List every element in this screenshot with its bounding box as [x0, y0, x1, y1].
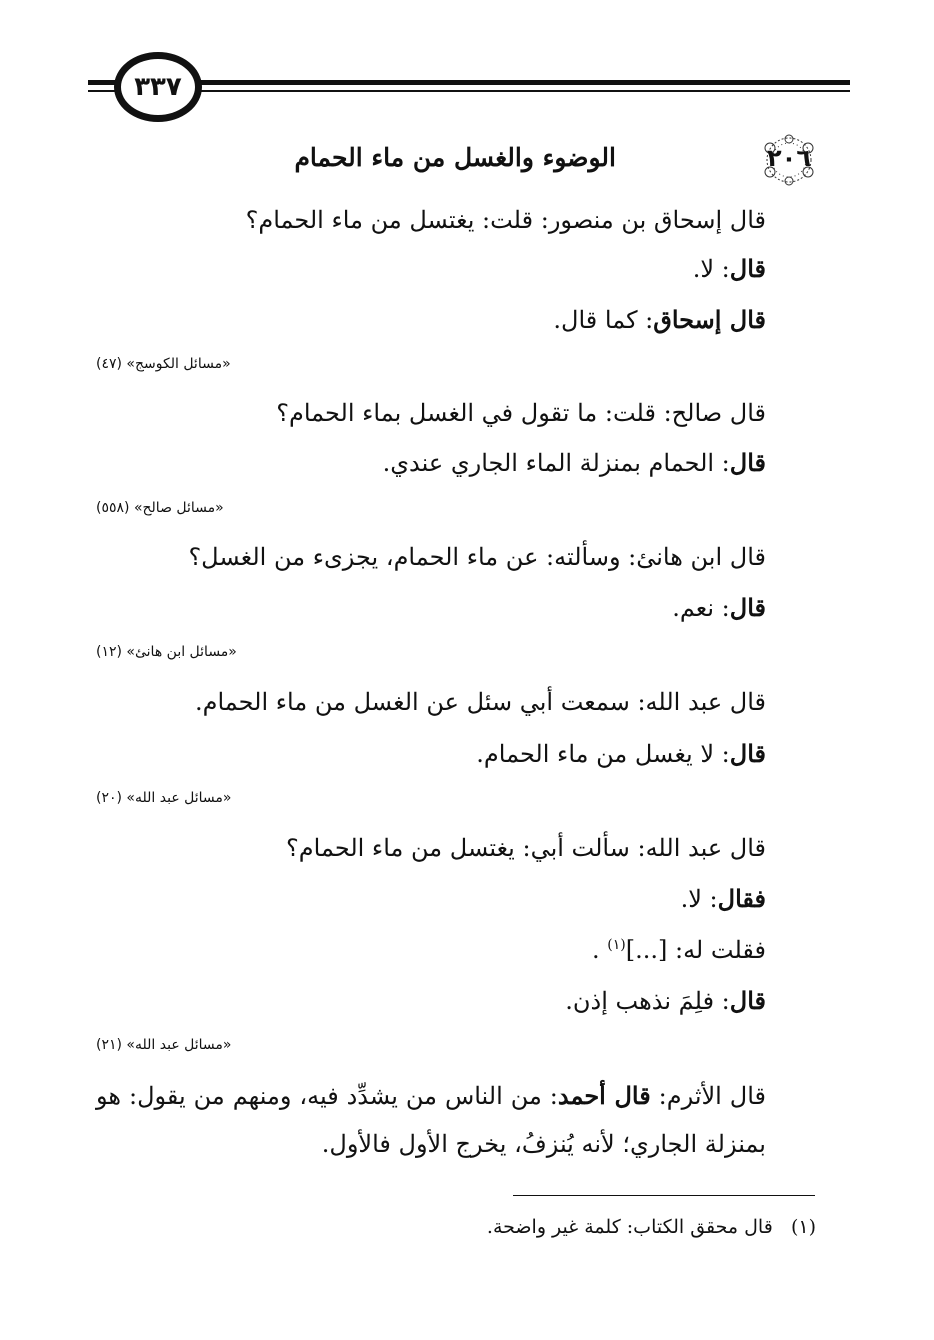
question-line: قال ابن هانئ: وسألته: عن ماء الحمام، يجزىء من الغسل؟	[188, 543, 766, 571]
footnote-marker: (١)	[790, 1216, 816, 1238]
body-paragraph: قال الأثرم: قال أحمد: من الناس من يشدِّد فيه، ومنهم من يقول: هو بمنزلة الجاري؛ لأنه يُنزفُ، يخرج الأول فالأول.	[96, 1081, 766, 1158]
section-number-ornament	[758, 134, 820, 186]
source-citation: «مسائل صالح» (٥٥٨)	[96, 500, 224, 516]
question-line: قال عبد الله: سألت أبي: يغتسل من ماء الحمام؟	[286, 834, 766, 862]
question-line: قال إسحاق بن منصور: قلت: يغتسل من ماء الحمام؟	[245, 206, 766, 234]
footnote-rule	[513, 1195, 815, 1196]
question-line: قال عبد الله: سمعت أبي سئل عن الغسل من ماء الحمام.	[194, 688, 766, 716]
footnote-text: قال محقق الكتاب: كلمة غير واضحة.	[486, 1216, 773, 1238]
question-line: قال صالح: قلت: ما تقول في الغسل بماء الحمام؟	[276, 399, 766, 427]
section-title: الوضوء والغسل من ماء الحمام	[294, 143, 616, 172]
source-citation: «مسائل عبد الله» (٢١)	[96, 1037, 232, 1053]
answer-line: قال: فلِمَ نذهب إذن.	[565, 986, 766, 1015]
question-line: فقلت له: [...]$^{(١)}$ .	[592, 936, 766, 964]
answer-line: قال: لا يغسل من ماء الحمام.	[476, 739, 766, 768]
answer-line: قال: نعم.	[672, 593, 766, 622]
answer-line: قال: لا.	[692, 254, 766, 283]
page-number: ٣٣٧	[114, 52, 202, 122]
footnote-reference[interactable]: (١)	[607, 937, 626, 953]
source-citation: «مسائل ابن هانئ» (١٢)	[96, 644, 237, 660]
section-number: ٢٠٦	[767, 144, 811, 172]
source-citation: «مسائل عبد الله» (٢٠)	[96, 790, 232, 806]
answer-line: قال إسحاق: كما قال.	[553, 305, 766, 334]
footnote	[487, 1216, 816, 1238]
answer-line: فقال: لا.	[680, 884, 766, 913]
header-rule	[88, 80, 850, 100]
source-citation: «مسائل الكوسج» (٤٧)	[96, 356, 231, 372]
answer-line: قال: الحمام بمنزلة الماء الجاري عندي.	[382, 448, 766, 477]
